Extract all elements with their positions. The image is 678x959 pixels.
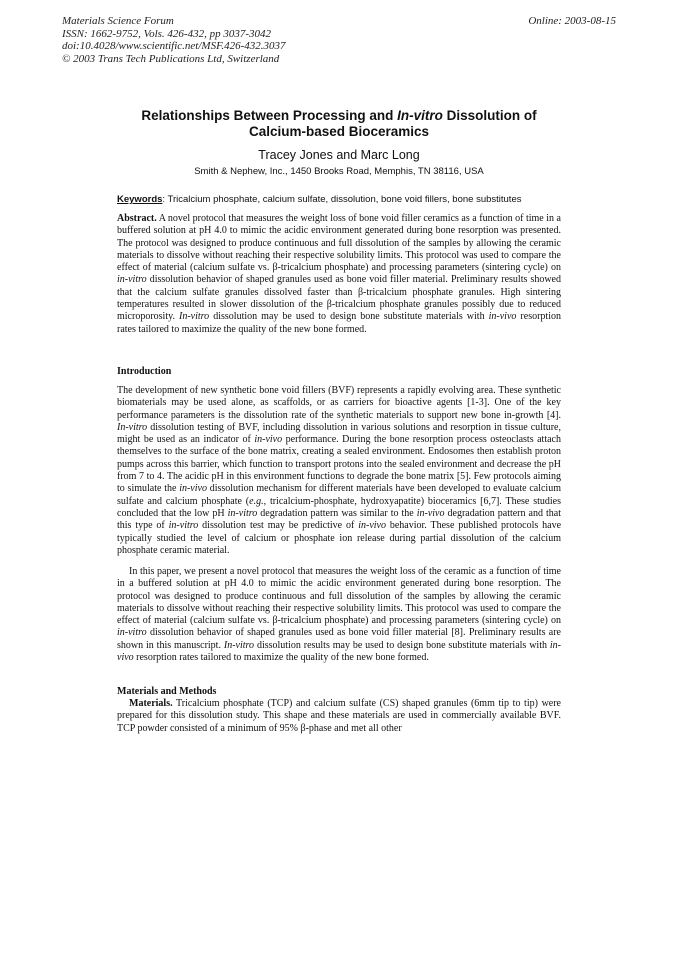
keywords-text: : Tricalcium phosphate, calcium sulfate, dissolution, bone void fillers, bone substitutes	[162, 194, 522, 205]
introduction-paragraph-1: The development of new synthetic bone void fillers (BVF) represents a rapidly evolving area. These synthetic biomaterials may be used alone, as scaffolds, or as carriers for bioactive agents [1-3]. One of the key performance parameters is the dissolution rate of the synthetic materials to support new bone in-growth [4]. In-vitro dissolution testing of BVF, including dissolution in various solutions and resorption in tissue culture, might be used as an indicator of in-vivo performance. During the bone resorption process osteoclasts attach themselves to the surface of the bone matrix, creating a sealed environment. Endosomes then establish proton pumps across this barrier, which function to transport protons into the sealed environment and decrease the pH from 7 to 4. The acidic pH in this environment functions to degrade the bone matrix [5]. Few protocols aiming to simulate the in-vivo dissolution mechanism for different materials have been developed to evaluate calcium sulfate and calcium phosphate (e.g., tricalcium-phosphate, hydroxyapatite) bioceramics [6,7]. These studies concluded that the low pH in-vitro degradation pattern was similar to the in-vivo degradation pattern and that this type of in-vitro dissolution test may be predictive of in-vivo behavior. These published protocols have typically studied the level of calcium or phosphate ion release during partial dissolution of the calcium phosphate ceramic material.	[117, 385, 562, 556]
methods-heading: Materials and Methods	[117, 686, 217, 697]
introduction-paragraph-2: In this paper, we present a novel protocol that measures the weight loss of the ceramic as a function of time in a buffered solution at pH 4.0 to mimic the acidic environment generated during bone resorption. The protocol was designed to produce continuous and full dissolution of the samples by allowing the ceramic materials to dissolve without reaching their respective solubility limits. This protocol was used to compare the effect of material (calcium sulfate vs. β-tricalcium phosphate) and processing parameters (sintering cycle) on in-vitro dissolution behavior of shaped granules used as bone void filler material [8]. Preliminary results are shown in this manuscript. In-vitro dissolution results may be used to design bone substitute materials with in-vivo resorption rates tailored to maximize the quality of the new bone formed.	[117, 566, 561, 664]
journal-header	[62, 15, 286, 65]
online-date: Online: 2003-08-15	[528, 15, 616, 27]
abstract-label: Abstract.	[117, 213, 157, 224]
doi-line: doi:10.4028/www.scientific.net/MSF.426-432.3037	[62, 40, 286, 52]
keywords	[117, 194, 577, 205]
title-line-2: Calcium-based Bioceramics	[248, 124, 430, 139]
paper-title	[100, 108, 578, 140]
keywords-label: Keywords	[117, 194, 163, 205]
copyright-line: © 2003 Trans Tech Publications Ltd, Switzerland	[62, 52, 280, 65]
affiliation: Smith & Nephew, Inc., 1450 Brooks Road, Memphis, TN 38116, USA	[194, 166, 484, 177]
journal-name: Materials Science Forum	[62, 15, 174, 27]
introduction-heading: Introduction	[117, 366, 172, 377]
methods-paragraph: Materials. Tricalcium phosphate (TCP) and calcium sulfate (CS) shaped granules (6mm tip to tip) were prepared for this dissolution study. This shape and these materials are used in commercially available BVF. TCP powder consisted of a minimum of 95% β-phase and met all other	[117, 698, 561, 734]
issn-line: ISSN: 1662-9752, Vols. 426-432, pp 3037-3042	[62, 27, 271, 40]
materials-label: Materials.	[129, 698, 173, 709]
authors: Tracey Jones and Marc Long	[258, 148, 420, 162]
title-line-1: Relationships Between Processing and In-vitro Dissolution of	[141, 108, 537, 123]
abstract-paragraph: Abstract. A novel protocol that measures the weight loss of bone void filler ceramics as a function of time in a buffered solution at pH 4.0 to mimic the acidic environment generated during bone resorption was presented. The protocol was designed to produce continuous and full dissolution of the samples by allowing the ceramic materials to dissolve without reaching their respective solubility limits. This protocol was used to compare the effect of material (calcium sulfate vs. β-tricalcium phosphate) and processing parameters (sintering cycle) on in-vitro dissolution behavior of shaped granules used as bone void filler material. Preliminary results showed that the calcium sulfate granules dissolved faster than β-tricalcium phosphate granules. High sintering temperatures resulted in slower dissolution of the β-tricalcium phosphate granules possibly due to reduced microporosity. In-vitro dissolution may be used to design bone substitute materials with in-vivo resorption rates tailored to maximize the quality of the new bone formed.	[117, 213, 561, 335]
